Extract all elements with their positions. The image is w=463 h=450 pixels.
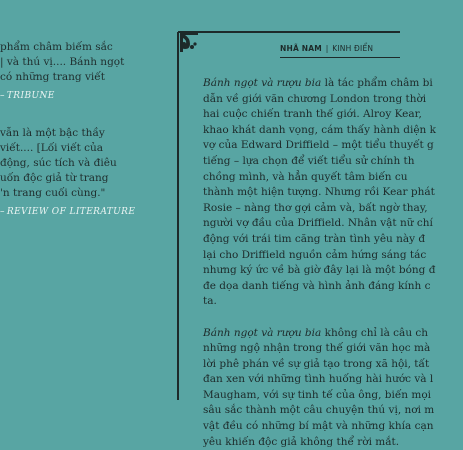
quote-line: viết.... [Lối viết của <box>0 142 104 154</box>
book-title: Bánh ngọt và rượu bia <box>203 77 322 89</box>
text-line: khao khát danh vọng, cám thấy hành diện k <box>203 123 437 136</box>
text-line: hai cuộc chiến tranh thế giới. Alroy Kear, <box>203 108 422 121</box>
text-line: đan xen với những tình huống hài hước và l <box>203 373 434 386</box>
text-line: thành một hiện tượng. Nhưng rồi Kear phát <box>203 186 435 199</box>
publisher-brand <box>280 44 373 53</box>
book-title: Bánh ngọt và rượu bia <box>203 326 322 339</box>
corner-ornament-icon <box>178 32 198 52</box>
brand-series: KINH ĐIỂN <box>332 44 374 53</box>
text-line: những ngộ nhận trong thế giới văn học mà <box>203 342 431 355</box>
text-line: Maugham, với sự tinh tế của ông, biến mọi <box>203 388 432 401</box>
text-line: dẫn về giới văn chương London trong thời <box>203 92 427 105</box>
quote-line: 'n trang cuối cùng." <box>0 187 106 199</box>
brand-underline <box>280 57 400 58</box>
text-line: vật đều có những bí mật và những khía cạn <box>203 420 434 433</box>
brand-separator: | <box>325 44 329 53</box>
quote-line: uốn độc giả từ trang <box>0 172 109 184</box>
synopsis <box>203 76 463 450</box>
quote-source: – TRIBUNE <box>0 91 55 101</box>
text-line: động với trái tim căng tràn tình yêu này đ <box>203 232 426 245</box>
text-line: người vợ đầu của Driffield. Nhân vật nữ chí <box>203 217 433 230</box>
paragraph-2-first-line: Bánh ngọt và rượu bia không chỉ là câu ch <box>203 326 429 339</box>
quote-line: động, súc tích và điêu <box>0 157 117 169</box>
paragraph-1-first-line: Bánh ngọt và rượu bia là tác phẩm châm bi <box>203 77 433 89</box>
text-line: ta. <box>203 295 217 308</box>
quote-line: có những trang viết <box>0 71 105 83</box>
right-page <box>176 0 437 448</box>
text-line: lời phê phán về sự giả tạo trong xã hội, tất <box>203 357 430 370</box>
text-line: nhưng ký ức về bà giờ đây lại là một bóng đ <box>203 264 436 277</box>
quote-block-2 <box>0 126 200 220</box>
quote-block-1 <box>0 40 200 104</box>
quote-line: vẫn là một bậc thầy <box>0 127 105 139</box>
text-line: sâu sắc thành một câu chuyện thú vị, nơi m <box>203 404 435 417</box>
quote-line: phẩm châm biếm sắc <box>0 41 113 53</box>
quote-line: | và thú vị.... Bánh ngọt <box>0 56 125 68</box>
text-line: vợ của Edward Driffield – một tiểu thuyết g <box>203 139 434 152</box>
text-line: yêu khiến độc giả không thể rời mắt. <box>203 435 400 448</box>
quote-source: – REVIEW OF LITERATURE <box>0 207 136 217</box>
text-line: tiếng – lựa chọn để viết tiểu sử chính th <box>203 154 415 167</box>
text-line: chồng mình, và hẳn quyết tâm biến cu <box>203 170 408 183</box>
left-page <box>0 0 172 400</box>
brand-name: NHÃ NAM <box>280 44 322 53</box>
text-line: Rosie – nàng thơ gợi cảm và, bất ngờ thay, <box>203 201 428 214</box>
text-line: đe dọa danh tiếng và hình ảnh đáng kính c <box>203 279 431 292</box>
text-line: lại cho Driffield nguồn cảm hứng sáng tác <box>203 248 427 261</box>
